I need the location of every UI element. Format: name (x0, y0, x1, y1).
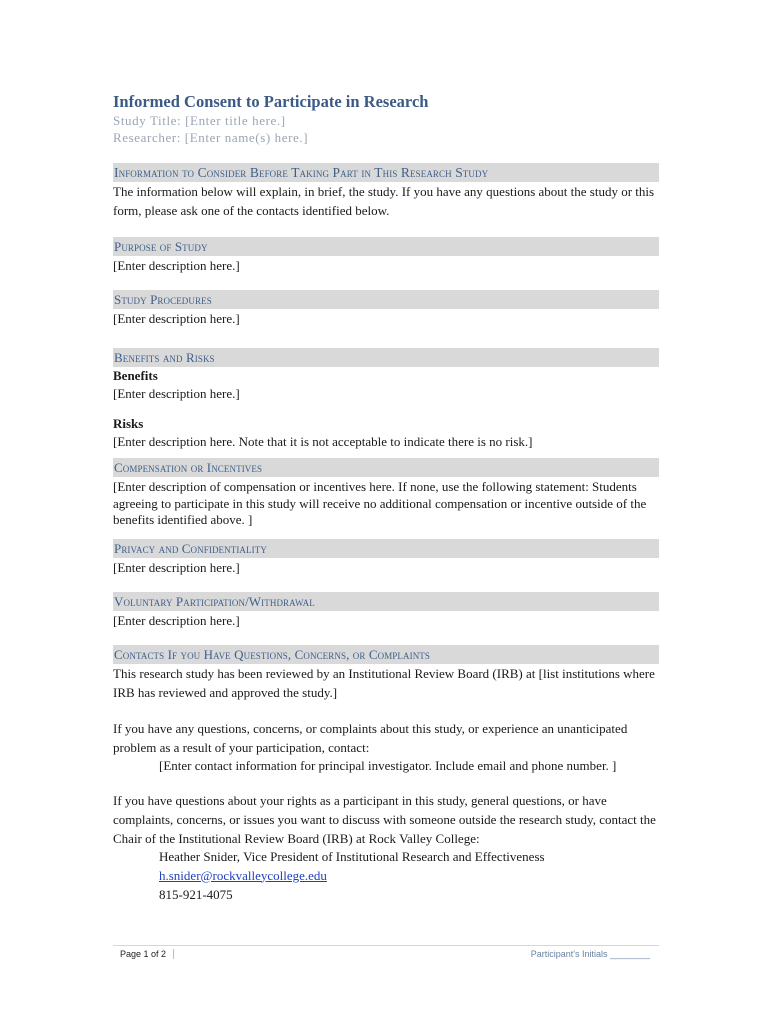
section-heading-procedures: Study Procedures (113, 290, 659, 309)
procedures-text: [Enter description here.] (113, 311, 240, 326)
section-heading-compensation: Compensation or Incentives (113, 458, 659, 477)
section-heading-voluntary: Voluntary Participation/Withdrawal (113, 592, 659, 611)
questions-contact-text: If you have any questions, concerns, or complaints about this study, or experience an unanticipated problem as a result of your participation, contact: (113, 720, 628, 755)
voluntary-text: [Enter description here.] (113, 612, 240, 628)
researcher-line: Researcher: [Enter name(s) here.] (113, 130, 309, 145)
purpose-text: [Enter description here.] (113, 258, 240, 273)
participant-initials-field: Participant's Initials ________ (530, 949, 650, 959)
section-heading-purpose: Purpose of Study (113, 237, 659, 256)
document-title: Informed Consent to Participate in Research (113, 92, 429, 111)
irb-review-text: This research study has been reviewed by an Institutional Review Board (IRB) at [list institutions where IRB has reviewed and approved the study.] (113, 665, 655, 700)
page-footer (113, 945, 659, 964)
consent-document (113, 92, 659, 904)
irb-chair-email-link[interactable]: h.snider@rockvalleycollege.edu (159, 867, 327, 883)
risks-label: Risks (113, 416, 144, 431)
section-heading-privacy: Privacy and Confidentiality (113, 539, 659, 558)
study-title-line: Study Title: [Enter title here.] (113, 113, 286, 128)
risks-text: [Enter description here. Note that it is not acceptable to indicate there is no risk.] (113, 434, 533, 449)
irb-chair-name: Heather Snider, Vice President of Institutional Research and Effectiveness (159, 848, 545, 864)
section-heading-information: Information to Consider Before Taking Part in This Research Study (113, 163, 659, 182)
privacy-text: [Enter description here.] (113, 559, 240, 575)
page-number: Page 1 of 2 (120, 949, 174, 959)
benefits-label: Benefits (113, 368, 158, 383)
participant-rights-text: If you have questions about your rights as a participant in this study, general questions, or have complaints, concerns, or issues you want to discuss with someone outside the research study, contact the Chair of the Institutional Review Board (IRB) at Rock Valley College: (113, 792, 656, 846)
principal-investigator-contact: [Enter contact information for principal investigator. Include email and phone number. ] (159, 757, 617, 773)
section-heading-contacts: Contacts If you Have Questions, Concerns, or Complaints (113, 645, 659, 664)
irb-chair-phone: 815-921-4075 (159, 886, 233, 902)
section-heading-benefits-risks: Benefits and Risks (113, 348, 659, 367)
benefits-text: [Enter description here.] (113, 386, 240, 401)
compensation-text: [Enter description of compensation or incentives here. If none, use the following statement: Students agreeing to participate in this study will receive no additional compensation or incentive outside of the benefits identified above. ] (113, 479, 647, 527)
information-text: The information below will explain, in brief, the study. If you have any questions about the study or this form, please ask one of the contacts identified below. (113, 184, 655, 218)
